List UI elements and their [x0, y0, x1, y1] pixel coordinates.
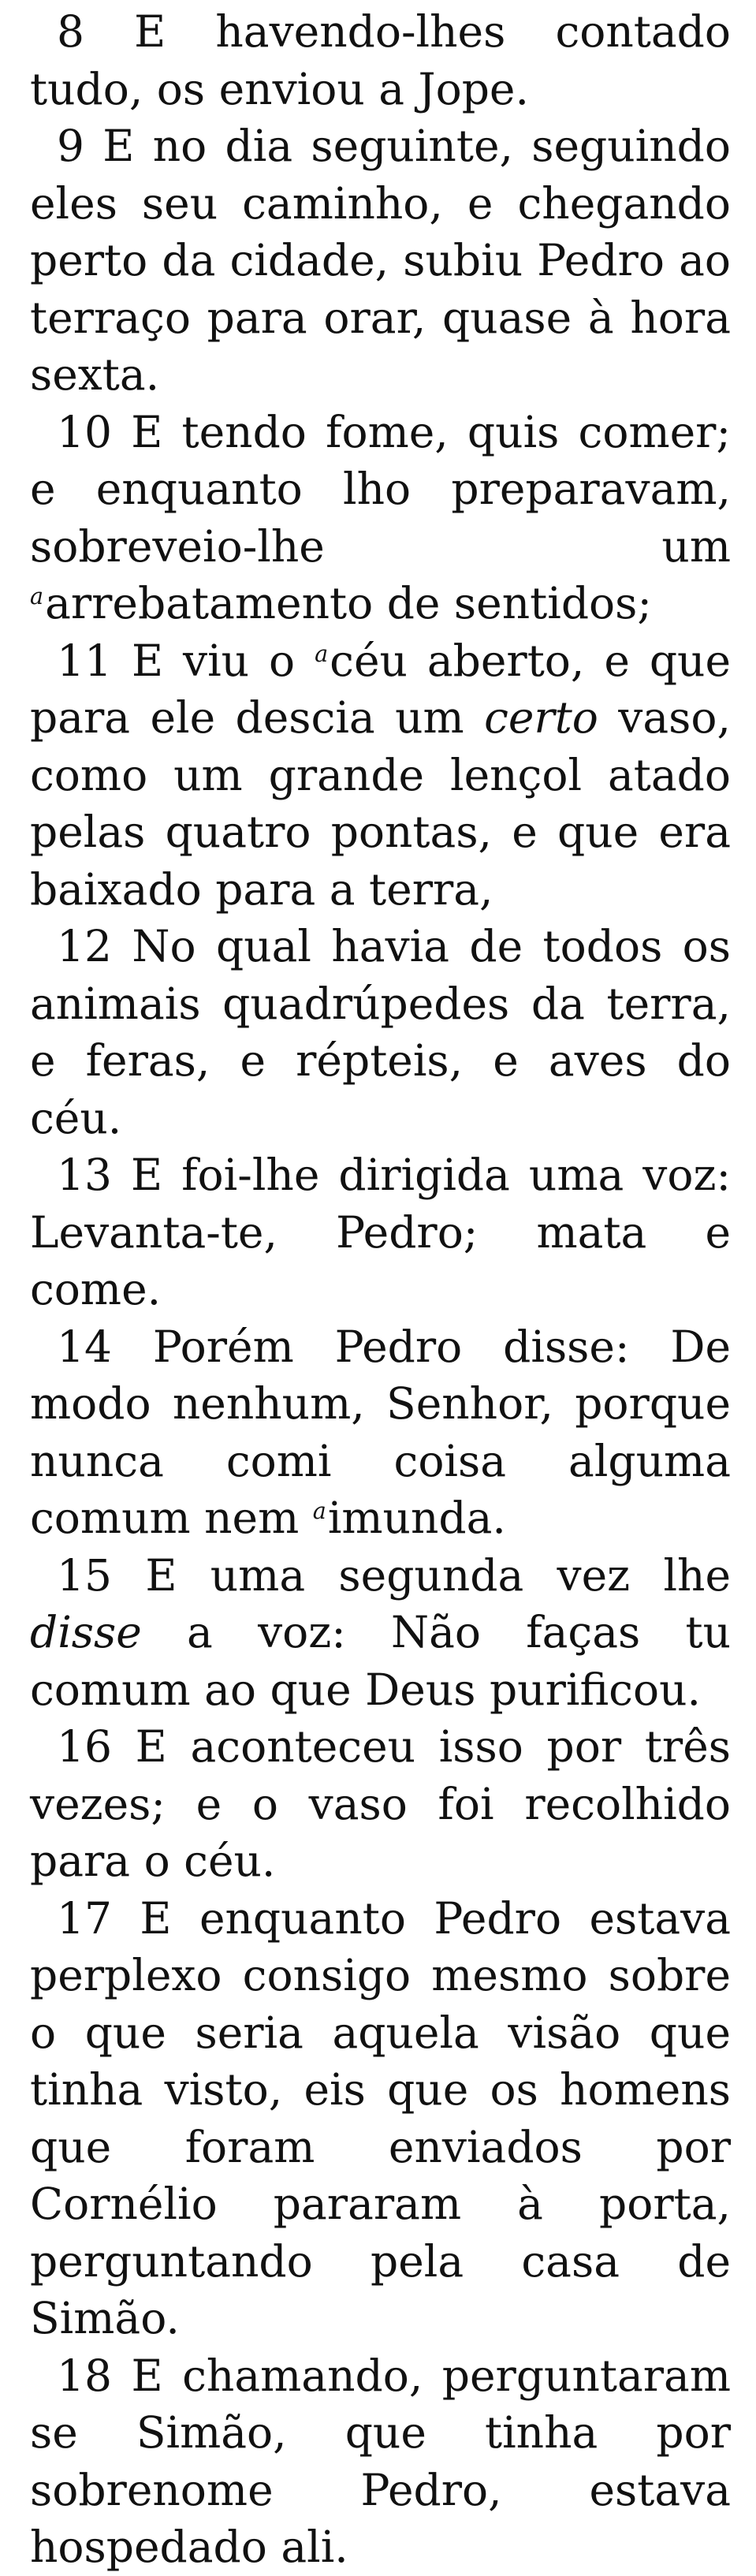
verse-text: arrebatamento de sentidos; [45, 578, 652, 628]
verse-text: E foi-lhe dirigida uma voz: Levanta-te, Pedro; mata e come. [30, 1150, 732, 1314]
cross-reference-marker: a [30, 583, 44, 610]
verse-text: E chamando, perguntaram se Simão, que tinha por sobrenome Pedro, estava hospedado ali. [30, 2350, 732, 2572]
verse [30, 918, 731, 1146]
verse-text: E no dia seguinte, seguindo eles seu caminho, e chegando perto da cidade, subiu Pedro ao terraço para orar, quase à hora sexta. [30, 121, 732, 400]
verse-text: E tendo fome, quis comer; e enquanto lho preparavam, sobreveio-lhe um [30, 406, 732, 572]
verse [30, 1890, 731, 2347]
verse-list [30, 3, 731, 2576]
verse [30, 1146, 731, 1318]
verse [30, 404, 731, 632]
verse [30, 2347, 731, 2576]
verse-number: 8 [57, 6, 84, 57]
verse-text: céu aberto, e que para ele descia um [30, 635, 731, 743]
verse-text: Porém Pedro disse: De modo nenhum, Senhor, porque nunca comi coisa alguma comum nem [30, 1321, 731, 1543]
verse [30, 3, 731, 117]
verse-text: E viu o [131, 635, 315, 686]
verse-text: E aconteceu isso por três vezes; e o vaso foi recolhido para o céu. [30, 1721, 731, 1886]
verse-text: E uma segunda vez lhe [145, 1549, 732, 1601]
verse-text: a voz: Não faças tu comum ao que Deus purificou. [30, 1607, 731, 1715]
verse-number: 15 [57, 1549, 112, 1601]
verse-number: 13 [57, 1150, 112, 1200]
verse-number: 9 [57, 121, 84, 171]
verse-number: 14 [57, 1321, 112, 1372]
verse-number: 12 [57, 921, 112, 971]
verse-text: vaso, como um grande lençol atado pelas quatro pontas, e que era baixado para a terra, [30, 692, 731, 915]
verse [30, 1547, 731, 1719]
cross-reference-marker: a [315, 639, 329, 667]
verse [30, 1718, 731, 1890]
verse [30, 1318, 731, 1547]
verse-number: 11 [57, 635, 112, 686]
verse-number: 10 [57, 406, 112, 457]
italic-word: disse [30, 1607, 142, 1657]
cross-reference-marker: a [312, 1497, 326, 1525]
verse-number: 17 [57, 1892, 112, 1944]
verse-number: 18 [57, 2350, 112, 2401]
verse-number: 16 [57, 1721, 112, 1772]
italic-word: certo [484, 692, 598, 743]
verse-text: E enquanto Pedro estava perplexo consigo mesmo sobre o que seria aquela visão que tinha visto, eis que os homens que foram enviados por Cornélio pararam à porta, perguntando pela casa de Simão. [30, 1892, 732, 2343]
verse-text: No qual havia de todos os animais quadrúpedes da terra, e feras, e répteis, e aves do céu. [30, 921, 731, 1143]
verse [30, 632, 731, 919]
verse-text: E havendo-lhes contado tudo, os enviou a Jope. [30, 6, 731, 114]
verse [30, 117, 731, 404]
verse-text: imunda. [327, 1493, 506, 1543]
